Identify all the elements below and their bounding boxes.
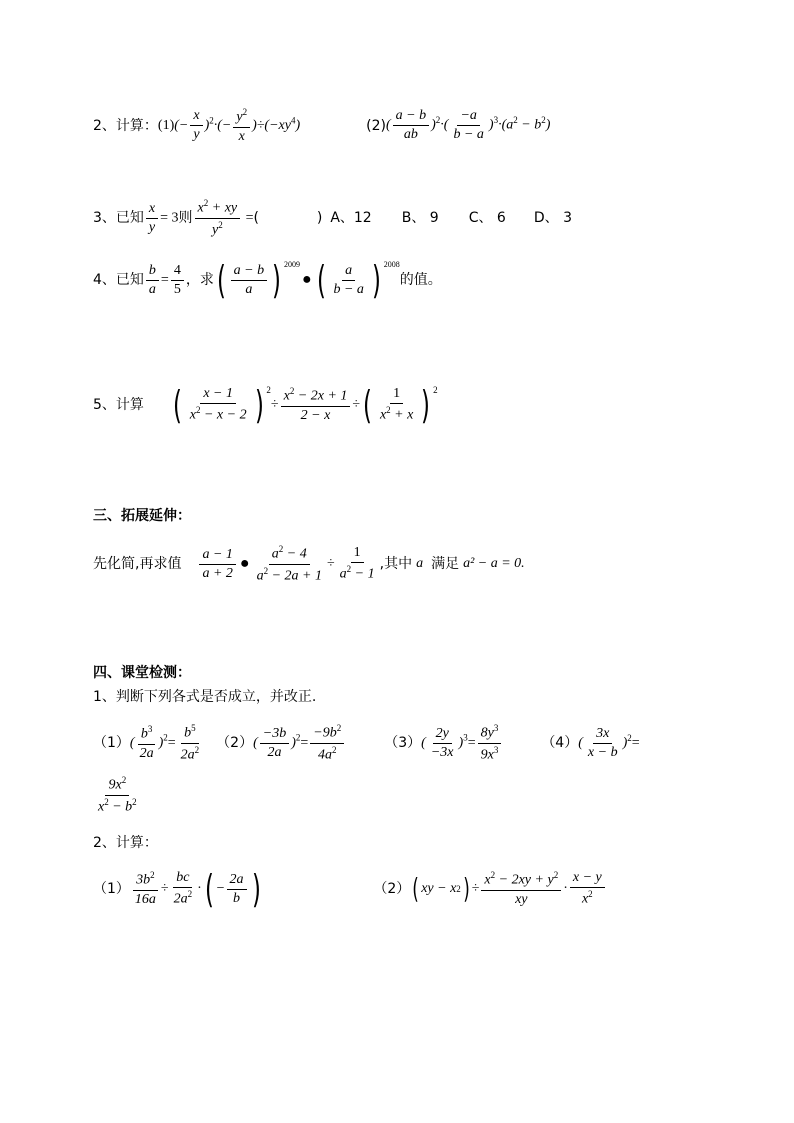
calc-2-label: （2）: [373, 881, 411, 897]
item-4-label: （4）: [541, 735, 579, 752]
section-3-condition: a² − a = 0.: [463, 556, 525, 572]
section-3-prompt: 先化简,再求值: [93, 556, 182, 573]
question-4: [93, 258, 442, 302]
q3-expression: $\frac{x^2 + xy}{y^2}$ =: [193, 199, 254, 237]
q5-expression: ( $\frac{x - 1}{x^2 - x - 2}$ ) 2 ÷ $\frac{x^2 - 2x + 1}{2 - x}$ ÷ ( $\frac{1}{x^2 + x}$ ) 2: [172, 383, 438, 427]
question-3: [93, 199, 572, 237]
section-3-problem: [93, 545, 525, 583]
part-1-label: (1): [157, 117, 175, 133]
section-4-question-2-items: [93, 867, 607, 911]
calc-2-expression: ( xy − x 2 ) ÷ $\frac{x^2 - 2xy + y^2}{xy}$ · $\frac{x - y}{x^2}$: [410, 871, 606, 907]
question-5: [93, 383, 438, 427]
question-3-label: 3、已知: [93, 210, 144, 227]
variable-a: a: [416, 556, 424, 572]
section-3-where: ,其中: [379, 556, 413, 573]
q4-tail: 的值。: [399, 272, 442, 288]
section-4-question-1-items: [93, 724, 640, 762]
calc-1-expression: $\frac{3b^2}{16a}$ ÷ $\frac{bc}{2a^2}$ · ( − $\frac{2a}{b}$ ): [134, 867, 261, 911]
choice-c: C、 6: [468, 210, 506, 227]
choice-a: A、12: [330, 210, 372, 227]
q4-ask: ，求: [185, 272, 214, 288]
question-5-label: 5、计算: [93, 397, 144, 413]
item-3-expression: ( $\frac{2y}{-3x}$ )$^3$= $\frac{8y^3}{9x^3}$: [421, 724, 503, 762]
q2-expression-1: (− $\frac{x}{y}$ )$^2$·(− $\frac{y^2}{x}$ )$\div(-xy^4)$: [174, 107, 301, 144]
item-1-expression: ( $\frac{b^3}{2a}$ )$^2$= $\frac{b^5}{2a^2}$: [129, 723, 200, 763]
section-4-question-1-label: 1、判断下列各式是否成立，并改正.: [93, 689, 317, 705]
exponent-2009: 2009: [283, 260, 300, 269]
question-2: [93, 108, 550, 144]
section-3-expression: $\frac{a - 1}{a + 2}$ ● $\frac{a^2 - 4}{a^2 - 2a + 1}$ ÷ $\frac{1}{a^2 - 1}$: [197, 545, 379, 583]
choice-d: D、 3: [533, 210, 572, 227]
section-3-heading: 三、拓展延伸：: [93, 508, 191, 524]
item-1-label: （1）: [93, 735, 130, 752]
item-2-expression: ( $\frac{-3b}{2a}$ )$^2$= $\frac{-9b^2}{4a^2}$: [253, 724, 346, 762]
question-4-label: 4、已知: [93, 272, 144, 288]
calc-1-label: （1）: [93, 881, 130, 897]
q4-given: $\frac{b}{a}$ = $\frac{4}{5}$: [144, 264, 186, 297]
q2-expression-2: ( $\frac{a - b}{ab}$ )$^2$·( $\frac{-a}{b - a}$ )$^3\cdot(a^2 - b^2)$: [386, 108, 551, 143]
item-4-result: $\frac{9x^2}{x^2 - b^2}$: [98, 775, 137, 815]
section-4-heading: 四、课堂检测：: [93, 665, 191, 681]
section-4-question-2-label: 2、计算：: [93, 835, 158, 851]
q4-expression: ( $\frac{a - b}{a}$ ) 2009 ● ( $\frac{a}{b - a}$ ) 2008: [216, 258, 400, 302]
q3-given: $\frac{x}{y}$ = 3: [144, 202, 179, 235]
question-2-label: 2、计算：: [93, 117, 158, 134]
q3-answer-blank: ( ): [253, 210, 323, 227]
item-3-label: （3）: [384, 735, 422, 752]
item-2-label: （2）: [216, 735, 254, 752]
section-3-condition-label: 满足: [431, 556, 460, 573]
item-4-expression: ( $\frac{3x}{x - b}$ )$^2$=: [578, 725, 640, 760]
part-2-label: (2): [366, 117, 386, 134]
q3-then: 则: [178, 210, 193, 227]
choice-b: B、 9: [401, 210, 439, 227]
exponent-2008: 2008: [383, 260, 400, 269]
